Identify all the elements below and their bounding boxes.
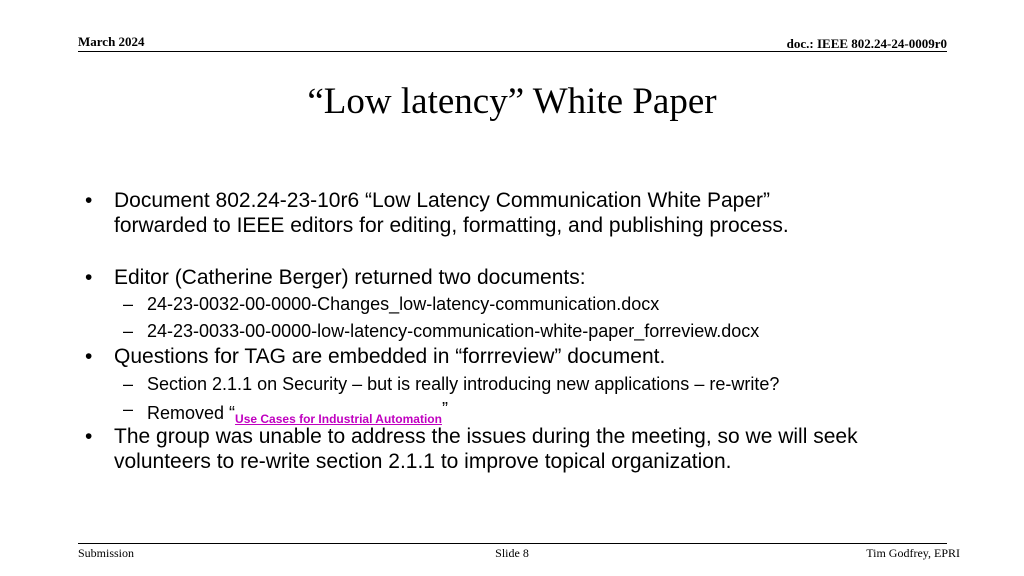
sub-bullet-dash: – [123, 321, 134, 341]
use-cases-link[interactable]: Use Cases for Industrial Automation [235, 412, 442, 426]
sub-bullet-text: Section 2.1.1 on Security – but is really introducing new applications – re-write? [147, 374, 780, 394]
bullet-dot: • [85, 189, 93, 212]
sub-bullet-dash: – [123, 294, 134, 314]
bullet-item [85, 188, 974, 238]
bullet-text-line: Questions for TAG are embedded in “forrreview” document. [114, 345, 666, 368]
header-divider [78, 51, 947, 52]
bullet-text-line: Document 802.24-23-10r6 “Low Latency Communication White Paper” [114, 189, 770, 212]
bullet-dot: • [85, 345, 93, 368]
slide-title: “Low latency” White Paper [307, 81, 717, 122]
bullet-text-line: The group was unable to address the issues during the meeting, so we will seek [114, 425, 858, 448]
bullet-dot: • [85, 266, 93, 289]
header-date: March 2024 [78, 34, 145, 49]
bullet-text-line: Editor (Catherine Berger) returned two documents: [114, 266, 586, 289]
bullet-dot: • [85, 425, 93, 448]
sub-bullet-dash: – [123, 399, 134, 419]
footer-slide-number: Slide 8 [495, 546, 529, 560]
bullet-item [85, 424, 974, 474]
sub-bullet-text: 24-23-0032-00-0000-Changes_low-latency-communication.docx [147, 294, 660, 314]
bullet-text-line: forwarded to IEEE editors for editing, formatting, and publishing process. [114, 214, 789, 237]
footer-divider [78, 543, 947, 544]
sub-bullet-dash: – [123, 374, 134, 394]
bullet-item [85, 265, 974, 290]
sub-bullet-item [123, 373, 977, 395]
sub-bullet-text: 24-23-0033-00-0000-low-latency-communication-white-paper_forreview.docx [147, 321, 760, 341]
footer-submission: Submission [78, 546, 135, 560]
header-doc-id: doc.: IEEE 802.24-24-0009r0 [786, 36, 947, 51]
sub-bullet-prefix: Removed “ [147, 403, 236, 423]
sub-bullet-item [123, 293, 977, 315]
bullet-item [85, 344, 974, 369]
sub-bullet-suffix: ” [441, 399, 448, 419]
sub-bullet-item [123, 320, 977, 342]
bullet-text-line: volunteers to re-write section 2.1.1 to improve topical organization. [114, 450, 732, 473]
footer-author: Tim Godfrey, EPRI [866, 546, 960, 560]
